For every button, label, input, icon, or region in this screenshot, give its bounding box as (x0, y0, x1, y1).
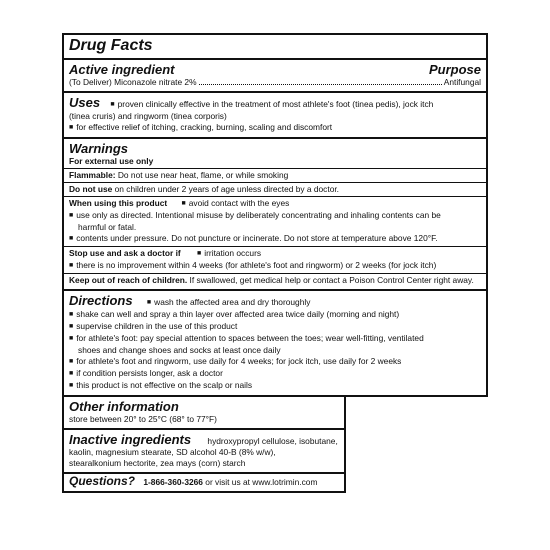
keep-out-label: Keep out of reach of children. (69, 275, 188, 285)
stop-use-label: Stop use and ask a doctor if (69, 248, 181, 258)
warnings-section (64, 137, 486, 289)
drug-facts-panel (62, 33, 488, 397)
when-using-block (64, 196, 486, 245)
when-using-item-2: ■ contents under pressure. Do not puncture or incinerate. Do not store at temperature above 120°F. (69, 233, 481, 245)
directions-item-1: ■ shake can well and spray a thin layer over affected area twice daily (morning and night) (69, 309, 481, 321)
inactive-line-1: hydroxypropyl cellulose, isobutane, (207, 436, 338, 446)
stop-use-first: ■ irritation occurs (197, 248, 261, 258)
directions-heading: Directions (69, 293, 133, 308)
flammable-row (64, 168, 486, 181)
uses-item-2: ■ for effective relief of itching, cracking, burning, scaling and discomfort (69, 122, 481, 134)
other-info-section (64, 397, 344, 428)
dot-leader (199, 84, 442, 85)
directions-item-4: ■ for athlete's foot and ringworm, use daily for 4 weeks; for jock itch, use daily for 2 weeks (69, 356, 481, 368)
purpose-text: Antifungal (443, 77, 481, 87)
when-using-first: ■ avoid contact with the eyes (182, 198, 290, 208)
stop-use-row (69, 248, 481, 260)
inactive-heading: Inactive ingredients (69, 432, 192, 447)
purpose-heading: Purpose (428, 62, 481, 77)
directions-first: ■ wash the affected area and dry thoroughly (147, 297, 311, 307)
active-ingredient-text: (To Deliver) Miconazole nitrate 2% (69, 77, 197, 87)
phone-number[interactable]: 1-866-360-3266 (143, 477, 203, 487)
directions-item-3: ■ for athlete's foot: pay special attention to spaces between the toes; wear well-fitting, ventilated (69, 333, 481, 345)
keep-out-text: If swallowed, get medical help or contact a Poison Control Center right away. (189, 275, 474, 285)
keep-out-row (64, 273, 486, 286)
title-section (64, 35, 486, 58)
questions-section (64, 472, 344, 491)
warnings-heading: Warnings (69, 141, 128, 156)
when-using-row (69, 198, 481, 210)
do-not-use-row (64, 182, 486, 195)
other-info-heading: Other information (69, 399, 179, 414)
directions-first-row (69, 293, 481, 309)
active-ingredient-section (64, 58, 486, 91)
uses-item-1-cont: (tinea cruris) and ringworm (tinea corporis) (69, 111, 227, 121)
uses-heading: Uses (69, 95, 101, 110)
flammable-label: Flammable: (69, 170, 116, 180)
drug-facts-title: Drug Facts (69, 37, 153, 54)
uses-item-1: ■ proven clinically effective in the treatment of most athlete's foot (tinea pedis), jock itch (110, 99, 433, 109)
active-ingredient-heading: Active ingredient (69, 62, 175, 77)
directions-item-6: ■ this product is not effective on the scalp or nails (69, 380, 481, 392)
when-using-item-1-cont: harmful or fatal. (78, 222, 137, 232)
inactive-line-3: stearalkonium hectorite, zea mays (corn) starch (69, 458, 246, 468)
website-text[interactable]: or visit us at www.lotrimin.com (205, 477, 318, 487)
active-header-row (69, 62, 481, 77)
when-using-label: When using this product (69, 198, 168, 208)
inactive-line-2: kaolin, magnesium stearate, SD alcohol 40-B (8% w/w), (69, 447, 276, 457)
stop-use-block (64, 246, 486, 272)
active-ingredient-row (69, 77, 481, 88)
uses-line-1 (69, 95, 481, 111)
flammable-text: Do not use near heat, flame, or while smoking (117, 170, 289, 180)
do-not-use-label: Do not use (69, 184, 113, 194)
questions-heading: Questions? (69, 474, 136, 488)
inactive-section (64, 428, 344, 472)
do-not-use-text: on children under 2 years of age unless directed by a doctor. (114, 184, 340, 194)
inactive-row-1 (69, 432, 339, 447)
directions-item-3-cont: shoes and change shoes and socks at least once daily (78, 345, 281, 355)
when-using-item-1: ■ use only as directed. Intentional misuse by deliberately concentrating and inhaling contents can be (69, 210, 481, 222)
uses-section (64, 91, 486, 137)
directions-item-5: ■ if condition persists longer, ask a doctor (69, 368, 481, 380)
other-info-text: store between 20° to 25°C (68° to 77°F) (69, 414, 217, 424)
external-use-text: For external use only (69, 156, 154, 166)
stop-use-item: ■ there is no improvement within 4 weeks (for athlete's foot and ringworm) or 2 weeks (for jock itch) (69, 260, 481, 272)
questions-row (69, 476, 339, 488)
directions-item-2: ■ supervise children in the use of this product (69, 321, 481, 333)
lower-panel (62, 397, 346, 493)
directions-section (64, 289, 486, 395)
